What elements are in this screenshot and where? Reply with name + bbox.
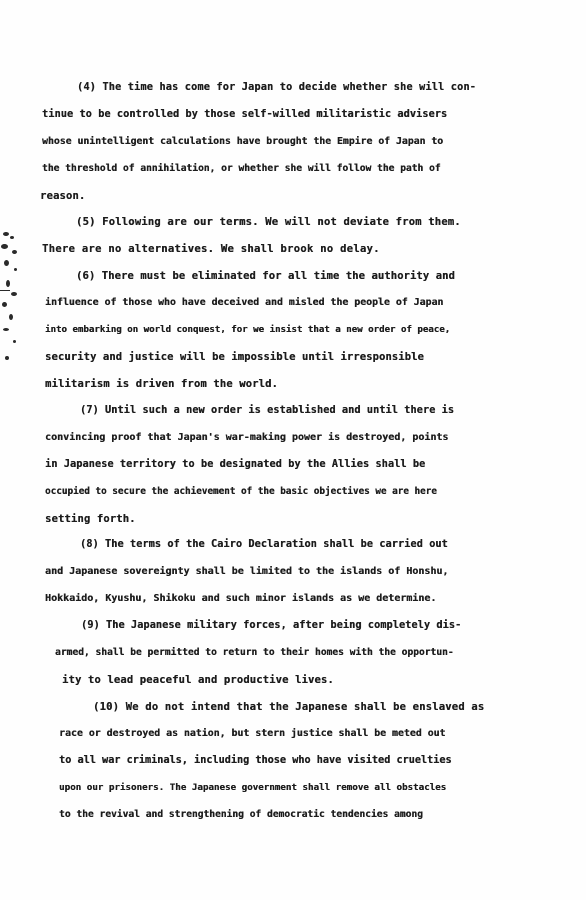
text-line: (7) Until such a new order is established and until there is: [80, 405, 455, 416]
text-line: whose unintelligent calculations have brought the Empire of Japan to: [42, 136, 444, 147]
text-line: influence of those who have deceived and misled the people of Japan: [45, 297, 444, 308]
text-line: There are no alternatives. We shall brook no delay.: [42, 243, 380, 255]
text-line: convincing proof that Japan's war-making power is destroyed, points: [45, 432, 449, 443]
text-line: upon our prisoners. The Japanese government shall remove all obstacles: [59, 782, 447, 793]
text-line: (6) There must be eliminated for all time the authority and: [76, 270, 455, 282]
text-line: (10) We do not intend that the Japanese shall be enslaved as: [93, 701, 485, 713]
text-line: setting forth.: [45, 513, 136, 525]
scan-artifact: [0, 230, 20, 370]
text-line: (8) The terms of the Cairo Declaration shall be carried out: [80, 539, 448, 550]
text-line: to the revival and strengthening of democratic tendencies among: [59, 809, 423, 820]
text-line: into embarking on world conquest, for we insist that a new order of peace,: [45, 325, 451, 335]
text-line: (4) The time has come for Japan to decide whether she will con-: [77, 82, 477, 93]
text-line: tinue to be controlled by those self-willed militaristic advisers: [42, 109, 448, 120]
text-line: (5) Following are our terms. We will not deviate from them.: [76, 216, 461, 228]
text-line: ity to lead peaceful and productive lives.: [62, 674, 334, 686]
text-line: reason.: [40, 190, 86, 202]
text-line: armed, shall be permitted to return to their homes with the opportun-: [55, 647, 454, 658]
text-line: to all war criminals, including those who have visited cruelties: [59, 755, 452, 766]
text-line: Hokkaido, Kyushu, Shikoku and such minor islands as we determine.: [45, 593, 437, 604]
text-line: security and justice will be impossible until irresponsible: [45, 351, 424, 363]
text-line: the threshold of annihilation, or whether she will follow the path of: [42, 163, 441, 174]
text-line: race or destroyed as nation, but stern justice shall be meted out: [59, 728, 446, 739]
text-line: in Japanese territory to be designated by the Allies shall be: [45, 459, 426, 470]
text-line: occupied to secure the achievement of the basic objectives we are here: [45, 486, 437, 497]
text-line: militarism is driven from the world.: [45, 378, 278, 390]
text-line: (9) The Japanese military forces, after being completely dis-: [81, 620, 462, 631]
text-line: and Japanese sovereignty shall be limited to the islands of Honshu,: [45, 566, 449, 577]
